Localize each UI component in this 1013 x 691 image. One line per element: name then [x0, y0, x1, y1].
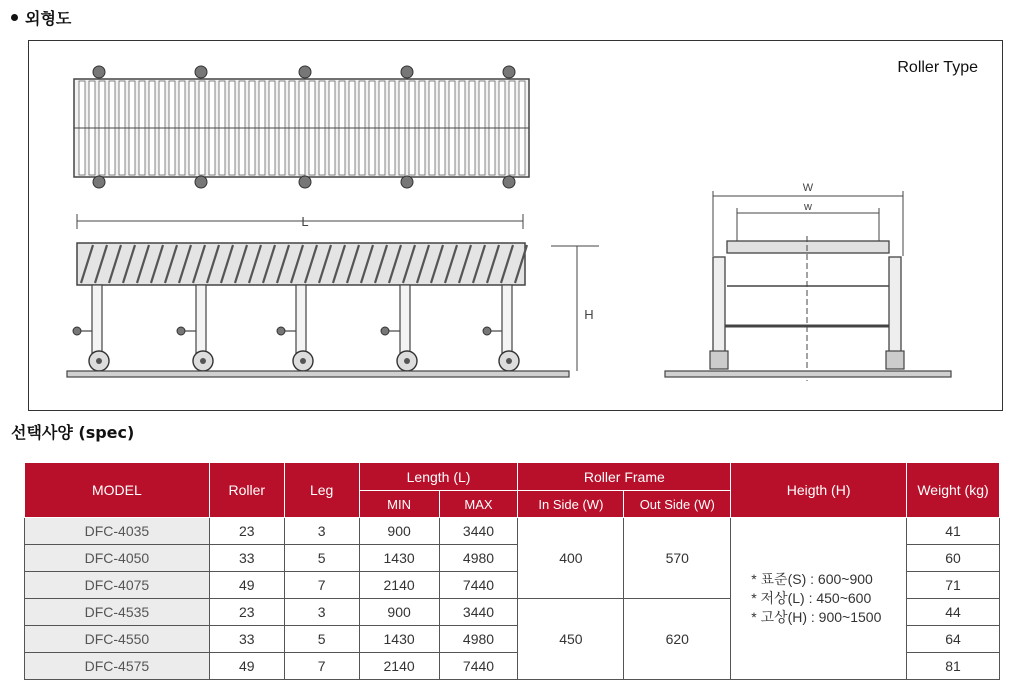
table-row	[25, 518, 1000, 545]
cell-leg: 5	[284, 545, 359, 572]
outline-section-title	[11, 6, 71, 29]
header-roller-frame: Roller Frame	[518, 463, 731, 491]
cell-weight: 60	[907, 545, 1000, 572]
header-in-side: In Side (W)	[518, 491, 624, 518]
dim-l-label: L	[301, 214, 309, 229]
cell-length-max: 7440	[439, 572, 518, 599]
header-length-max: MAX	[439, 491, 518, 518]
cell-model: DFC-4535	[25, 599, 210, 626]
cell-roller: 49	[209, 572, 284, 599]
dim-h-label: H	[584, 307, 594, 322]
cell-length-max: 7440	[439, 653, 518, 680]
cell-leg: 3	[284, 599, 359, 626]
conveyor-drawing-svg	[29, 41, 1004, 412]
cell-weight: 41	[907, 518, 1000, 545]
cell-leg: 5	[284, 626, 359, 653]
cell-length-max: 3440	[439, 518, 518, 545]
cell-length-min: 2140	[359, 653, 439, 680]
cell-weight: 71	[907, 572, 1000, 599]
front-view	[665, 191, 951, 381]
cell-leg: 3	[284, 518, 359, 545]
cell-length-max: 3440	[439, 599, 518, 626]
cell-length-max: 4980	[439, 545, 518, 572]
height-note-low: * 저상(L) : 450~600	[751, 590, 872, 606]
cell-out-side: 570	[624, 518, 731, 599]
cell-roller: 23	[209, 599, 284, 626]
cell-roller: 33	[209, 545, 284, 572]
cell-length-max: 4980	[439, 626, 518, 653]
bullet-icon	[11, 14, 18, 21]
cell-leg: 7	[284, 572, 359, 599]
cell-height-notes	[731, 518, 907, 680]
cell-length-min: 1430	[359, 545, 439, 572]
height-note-standard: * 표준(S) : 600~900	[751, 571, 873, 587]
spec-table	[24, 462, 1000, 680]
cell-roller: 49	[209, 653, 284, 680]
outline-drawing	[28, 40, 1003, 411]
header-out-side: Out Side (W)	[624, 491, 731, 518]
header-length: Length (L)	[359, 463, 518, 491]
cell-length-min: 1430	[359, 626, 439, 653]
cell-out-side: 620	[624, 599, 731, 680]
header-height: Heigth (H)	[731, 463, 907, 518]
spec-section-title: 선택사양 (spec)	[11, 423, 135, 442]
header-leg: Leg	[284, 463, 359, 518]
cell-in-side: 450	[518, 599, 624, 680]
cell-length-min: 900	[359, 518, 439, 545]
header-model: MODEL	[25, 463, 210, 518]
cell-length-min: 2140	[359, 572, 439, 599]
header-roller: Roller	[209, 463, 284, 518]
cell-model: DFC-4550	[25, 626, 210, 653]
cell-weight: 64	[907, 626, 1000, 653]
cell-leg: 7	[284, 653, 359, 680]
cell-model: DFC-4575	[25, 653, 210, 680]
cell-roller: 33	[209, 626, 284, 653]
cell-model: DFC-4035	[25, 518, 210, 545]
dim-w-inner-label: w	[804, 201, 812, 213]
cell-model: DFC-4050	[25, 545, 210, 572]
dim-w-outer-label: W	[802, 182, 814, 194]
cell-in-side: 400	[518, 518, 624, 599]
outline-title-text: 외형도	[25, 9, 72, 28]
cell-model: DFC-4075	[25, 572, 210, 599]
header-weight: Weight (kg)	[907, 463, 1000, 518]
height-note-high: * 고상(H) : 900~1500	[751, 609, 882, 625]
roller-type-label: Roller Type	[897, 59, 978, 76]
side-view	[67, 214, 599, 377]
cell-length-min: 900	[359, 599, 439, 626]
cell-weight: 44	[907, 599, 1000, 626]
cell-weight: 81	[907, 653, 1000, 680]
header-length-min: MIN	[359, 491, 439, 518]
top-view	[74, 66, 529, 188]
cell-roller: 23	[209, 518, 284, 545]
